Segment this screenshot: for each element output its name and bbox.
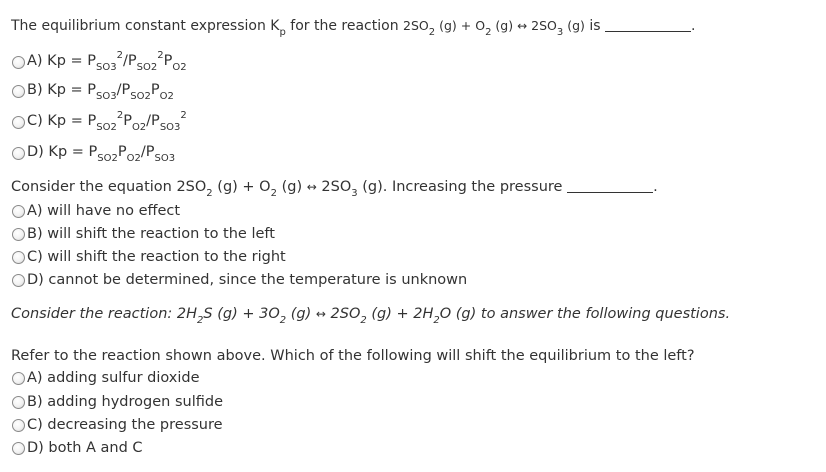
question-3-option-b[interactable] xyxy=(12,392,223,412)
option-label: C) $Kp = P_{SO2}^2P_{O2}/P_{SO3}^2$ xyxy=(27,110,187,133)
radio-button[interactable] xyxy=(12,251,25,264)
question-2-option-a[interactable] xyxy=(12,201,180,221)
radio-button[interactable] xyxy=(12,419,25,432)
option-label: A) $Kp = P_{SO3}^2/P_{SO2}^2P_{O2}$ xyxy=(27,50,187,73)
question-1-option-c[interactable] xyxy=(12,106,187,138)
option-label: D) both A and C xyxy=(27,440,143,456)
radio-button[interactable] xyxy=(12,85,25,98)
radio-button[interactable] xyxy=(12,147,25,160)
option-label: B) adding hydrogen sulfide xyxy=(27,394,223,410)
radio-button[interactable] xyxy=(12,396,25,409)
question-3-stem: Refer to the reaction shown above. Which of the following will shift the equilibrium to the left? xyxy=(11,348,695,364)
question-1-stem: The equilibrium constant expression $K_p$ for the reaction $2SO_2$ $(g) + O_2$ (g) ↔ $2SO_3$ (g) is . xyxy=(11,18,696,38)
option-label: D) cannot be determined, since the temperature is unknown xyxy=(27,272,468,288)
radio-button[interactable] xyxy=(12,228,25,241)
question-3-option-c[interactable] xyxy=(12,415,223,435)
option-label: C) decreasing the pressure xyxy=(27,417,223,433)
radio-button[interactable] xyxy=(12,372,25,385)
option-label: D) $Kp = P_{SO2}P_{O2}/P_{SO3}$ xyxy=(27,144,176,164)
radio-button[interactable] xyxy=(12,442,25,455)
reaction-context: Consider the reaction: $2H_2S$ $(g) + 3O_2$ (g) ↔ $2SO_2$ $(g) + 2H_2O$ (g) to answer the following questions. xyxy=(11,306,731,326)
option-label: C) will shift the reaction to the right xyxy=(27,249,286,265)
question-2-option-d[interactable] xyxy=(12,270,467,290)
question-1-reaction: $2SO_2$ $(g) + O_2$ (g) ↔ $2SO_3$ (g) xyxy=(403,18,585,38)
option-label: B) $Kp = P_{SO3}/P_{SO2}P_{O2}$ xyxy=(27,82,174,102)
question-2-option-b[interactable] xyxy=(12,224,275,244)
answer-blank xyxy=(605,17,691,32)
question-1-option-b[interactable] xyxy=(12,75,174,107)
question-2-stem: Consider the equation $2SO_2$ $(g) + O_2$ (g) ↔ $2SO_3$ (g). Increasing the pressure . xyxy=(11,179,658,199)
question-2-option-c[interactable] xyxy=(12,247,286,267)
radio-button[interactable] xyxy=(12,274,25,287)
question-3-option-a[interactable] xyxy=(12,368,200,388)
question-1-option-a[interactable] xyxy=(12,46,187,78)
radio-button[interactable] xyxy=(12,205,25,218)
radio-button[interactable] xyxy=(12,116,25,129)
answer-blank xyxy=(567,178,653,193)
radio-button[interactable] xyxy=(12,56,25,69)
option-label: A) will have no effect xyxy=(27,203,181,219)
option-label: B) will shift the reaction to the left xyxy=(27,226,275,242)
question-1-option-d[interactable] xyxy=(12,137,175,169)
option-label: A) adding sulfur dioxide xyxy=(27,370,200,386)
question-3-option-d[interactable] xyxy=(12,438,143,458)
